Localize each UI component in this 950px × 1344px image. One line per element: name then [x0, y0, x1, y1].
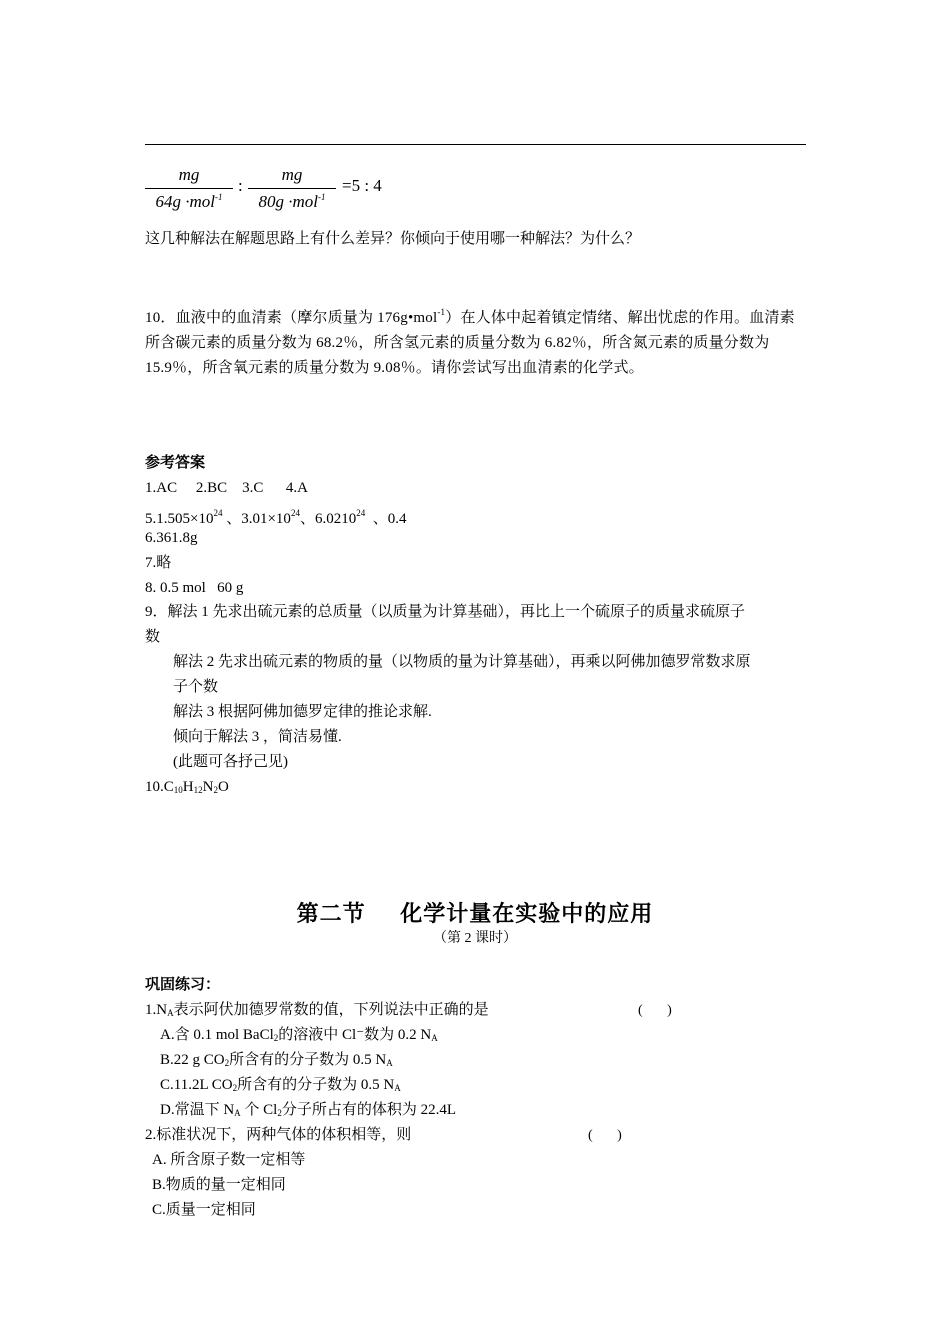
answer-9-note: (此题可各抒己见)	[173, 754, 288, 770]
answers-heading: 参考答案	[145, 455, 206, 471]
question-1-answer-blank: ( )	[638, 1003, 672, 1018]
answer-10: $10.C_{10}H_{12}N_2O$	[145, 779, 229, 795]
answer-9-method2-line1: 解法 2 先求出硫元素的物质的量（以物质的量为计算基础），再乘以阿佛加德罗常数求原	[173, 654, 751, 670]
answer-9-method2-line2: 子个数	[173, 679, 219, 695]
question-2-option-b: B.物质的量一定相同	[152, 1177, 286, 1193]
answer-8: 8. 0.5 mol 60 g	[145, 580, 244, 596]
section-title: 第二节 化学计量在实验中的应用	[296, 902, 654, 927]
question-2-option-a: A. 所含原子数一定相等	[152, 1152, 306, 1168]
question9-followup: 这几种解法在解题思路上有什么差异？你倾向于使用哪一种解法？为什么？	[145, 231, 641, 247]
header-rule	[145, 144, 806, 145]
answer-1-4: 1.AC 2.BC 3.C 4.A	[145, 480, 308, 496]
answer-9-method3: 解法 3 根据阿佛加德罗定律的推论求解.	[173, 704, 432, 720]
fraction-1-denominator: 64g ·mol$^{-1}$	[155, 192, 223, 211]
section-subtitle: （第 2 课时）	[433, 931, 517, 946]
fraction-2-denominator: 80g ·mol$^{-1}$	[258, 192, 326, 211]
question-2-option-c: C.质量一定相同	[152, 1202, 256, 1218]
answer-5: $5.1.505\times 10^{24}$ 、$3.01\times 10^{24}$、6.0210$^{24}$ 、0.4	[145, 508, 407, 527]
answer-9-line2: 数	[145, 629, 161, 645]
question-1-option-b: B.22 g $CO_2$所含有的分子数为 0.5 $N_A$	[160, 1052, 393, 1068]
answer-9-preference: 倾向于解法 3 ，简洁易懂.	[173, 729, 342, 745]
question-1-stem: $1.N_A$表示阿伏加德罗常数的值，下列说法中正确的是	[145, 1002, 489, 1018]
fraction-2	[248, 165, 336, 212]
question-2-answer-blank: ( )	[588, 1128, 622, 1143]
question-1-option-c: C.11.2L $CO_2$所含有的分子数为 0.5 $N_A$	[160, 1077, 401, 1093]
question-2-stem: 2.标准状况下，两种气体的体积相等，则	[145, 1127, 412, 1143]
answer-9-line1: 9．解法 1 先求出硫元素的总质量（以质量为计算基础），再比上一个硫原子的质量求硫原子	[145, 604, 746, 620]
ratio-colon: :	[238, 176, 243, 195]
fraction-1	[145, 165, 233, 212]
answer-7: 7.略	[145, 555, 172, 571]
ratio-result: =5 : 4	[342, 176, 382, 195]
exercises-heading: 巩固练习：	[145, 977, 221, 993]
question-1-option-a: A.含 0.1 mol BaCl$_2$的溶液中 Cl⁻数为 0.2 $N_A$	[160, 1027, 438, 1043]
question-1-option-d: D.常温下 $N_A$ 个 $Cl_2$分子所占有的体积为 22.4L	[160, 1102, 457, 1118]
answer-6: 6.361.8g	[145, 530, 198, 546]
fraction-1-numerator: mg	[178, 165, 200, 184]
question-10: 10．血液中的血清素（摩尔质量为 176g•mol$^{-1}$）在人体中起着镇定情绪、解出忧虑的作用。血清素所含碳元素的质量分数为 68.2％，所含氢元素的质量分数为 6.82％，所含氮元素的质量分数为 15.9％，所含氧元素的质量分数为 9.08％。请你尝试写出血清素的化学式。	[145, 307, 795, 376]
fraction-2-numerator: mg	[281, 165, 303, 184]
